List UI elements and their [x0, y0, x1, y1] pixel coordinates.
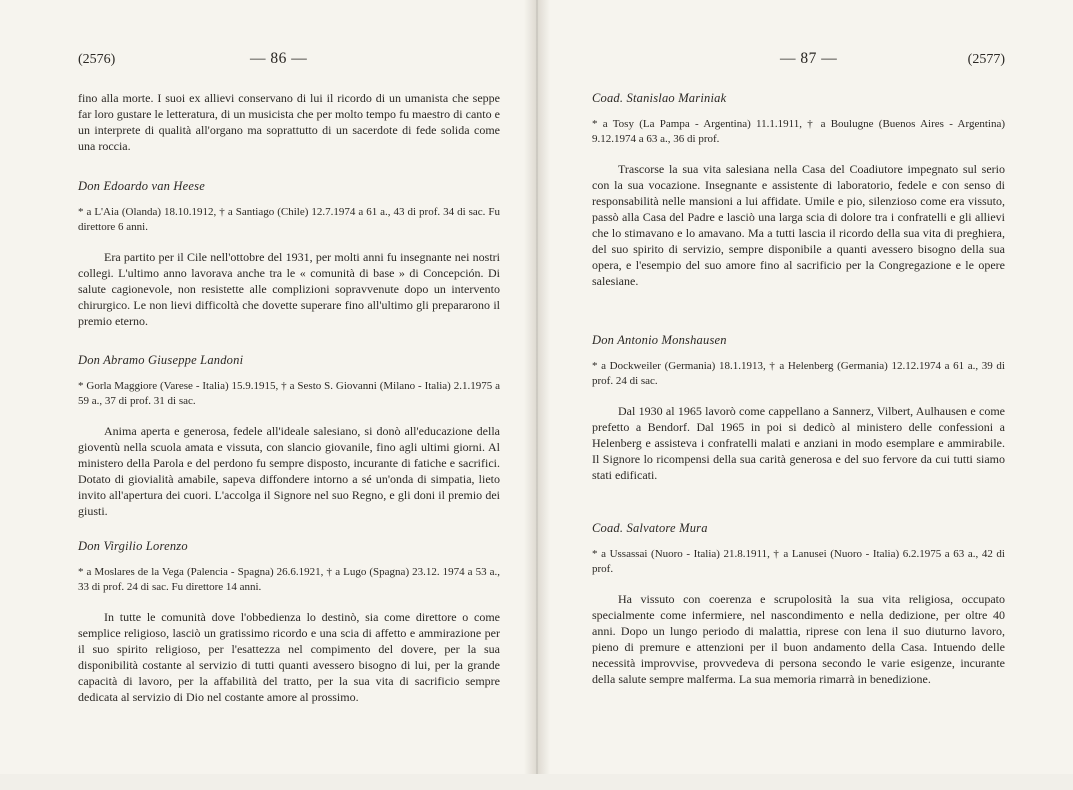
obituary-entry — [592, 90, 1005, 289]
entry-text: Anima aperta e generosa, fedele all'ideale salesiano, si donò all'educazione della gioventù nella scuola amata e vissuta, con slancio giovanile, fino agli ultimi giorni. Al ministero della Parola e del perdono fu sempre disposto, incurante di fatiche e sacrifici. Dotato di giovialità amabile, sapeva diffondere intorno a sé un'onda di simpatia, lieto invito all'apertura dei cuori. L'accolga il Signore nel suo Regno, e gli doni il premio dei giusti. — [78, 424, 500, 518]
entry-text: Dal 1930 al 1965 lavorò come cappellano a Sannerz, Vilbert, Aulhausen e come prefetto a Bendorf. Dal 1965 in poi si dedicò al ministero delle confessioni a Helenberg e assisteva i confratelli malati e anziani in modo esemplare e ammirabile. Il Signore lo ricompensi della sua carità generosa e del suo fervore da cui tutti siamo stati edificati. — [592, 404, 1005, 482]
entry-name: Don Antonio Monshausen — [592, 333, 727, 347]
obituary-entry — [592, 520, 1005, 687]
page-code: (2576) — [78, 52, 116, 67]
entry-dates: * a L'Aia (Olanda) 18.10.1912, † a Santiago (Chile) 12.7.1974 a 61 a., 43 di prof. 34 di sac. Fu direttore 6 anni. — [78, 206, 500, 233]
obituary-entry — [592, 332, 1005, 483]
obituary-entry — [78, 178, 500, 329]
entry-text: Trascorse la sua vita salesiana nella Casa del Coadiutore impegnato sul serio con la sua vocazione. Insegnante e assistente di laboratorio, fedele e con senso di responsabilità nelle mansioni a lui affidate. Umile e pio, silenzioso come era vissuto, passò alla Casa del Padre e lasciò una larga scia di dolore tra i confratelli e gli allievi che lo stimavano e lo amavano. Ma a tutti lascia il ricordo della sua vita di preghiera, del suo spirito di servizio, sempre disponibile a quanti avessero bisogno della sua opera, e l'esempio del suo amore fino al sacrificio per la Congregazione e le opere salesiane. — [592, 162, 1005, 288]
entry-text: Ha vissuto con coerenza e scrupolosità la sua vita religiosa, occupato specialmente come infermiere, nel nascondimento e nella dedizione, per oltre 40 anni. Dopo un lungo periodo di malattia, riprese con lena il suo diuturno lavoro, pieno di premure e attenzioni per il buon andamento della Casa. Intuendo delle necessità improvvise, provvedeva di persona secondo le varie esigenze, incurante della salute sempre malferma. La sua memoria rimarrà in benedizione. — [592, 592, 1005, 686]
continued-paragraph: fino alla morte. I suoi ex allievi conservano di lui il ricordo di un umanista che seppe far loro gustare le letteratura, di un musicista che per molto tempo fu maestro di canto e un interprete di qualità all'organo ma soprattutto di un sacerdote di fede solida come una roccia. — [78, 91, 500, 153]
book-gutter — [524, 0, 550, 774]
right-page-header — [592, 52, 1005, 74]
entry-dates: * a Moslares de la Vega (Palencia - Spagna) 26.6.1921, † a Lugo (Spagna) 23.12. 1974 a 53 a., 33 di prof. 24 di sac. Fu direttore 14 anni. — [78, 566, 500, 593]
right-page-body — [592, 90, 1005, 790]
obituary-entry — [78, 352, 500, 519]
entry-name: Don Abramo Giuseppe Landoni — [78, 353, 244, 367]
obituary-entry — [78, 538, 500, 705]
entry-dates: * a Tosy (La Pampa - Argentina) 11.1.1911, † a Boulugne (Buenos Aires - Argentina) 9.12.1974 a 63 a., 36 di prof. — [592, 118, 1005, 145]
entry-name: Don Virgilio Lorenzo — [78, 539, 188, 553]
right-page — [536, 0, 1073, 774]
page-number: — 87 — — [780, 50, 838, 67]
entry-dates: * a Dockweiler (Germania) 18.1.1913, † a Helenberg (Germania) 12.12.1974 a 61 a., 39 di prof. 24 di sac. — [592, 360, 1005, 387]
entry-name: Don Edoardo van Heese — [78, 179, 205, 193]
entry-dates: * a Ussassai (Nuoro - Italia) 21.8.1911, † a Lanusei (Nuoro - Italia) 6.2.1975 a 63 a., 42 di prof. — [592, 548, 1005, 575]
left-page — [0, 0, 536, 774]
entry-text: Era partito per il Cile nell'ottobre del 1931, per molti anni fu insegnante nei nostri collegi. L'ultimo anno lavorava anche tra le « comunità di base » di Concepción. Di salute cagionevole, non resistette alle complizioni sopravvenute dopo un intervento chirurgico. Le non lievi difficoltà che dovette superare fino all'ultimo gli prepararono il premio eterno. — [78, 250, 500, 328]
page-number: — 86 — — [250, 50, 308, 67]
entry-text: In tutte le comunità dove l'obbedienza lo destinò, sia come direttore o come semplice religioso, lasciò un gratissimo ricordo e una scia di affetto e ammirazione per il suo spirito religioso, per l'esattezza nel compimento del dovere, per la sua disponibilità costante al servizio di tutti quanti avessero bisogno di lui, per la grande capacità di lavoro, per la affabilità del tratto, per la sua vita di sacrificio sempre dedicata al servizio di Dio nel costante amore al prossimo. — [78, 610, 500, 704]
left-page-body — [78, 90, 500, 790]
page-code: (2577) — [967, 52, 1005, 67]
entry-name: Coad. Stanislao Mariniak — [592, 91, 727, 105]
entry-name: Coad. Salvatore Mura — [592, 521, 708, 535]
entry-dates: * Gorla Maggiore (Varese - Italia) 15.9.1915, † a Sesto S. Giovanni (Milano - Italia) 2.1.1975 a 59 a., 37 di prof. 31 di sac. — [78, 380, 500, 407]
left-page-header — [78, 52, 500, 74]
